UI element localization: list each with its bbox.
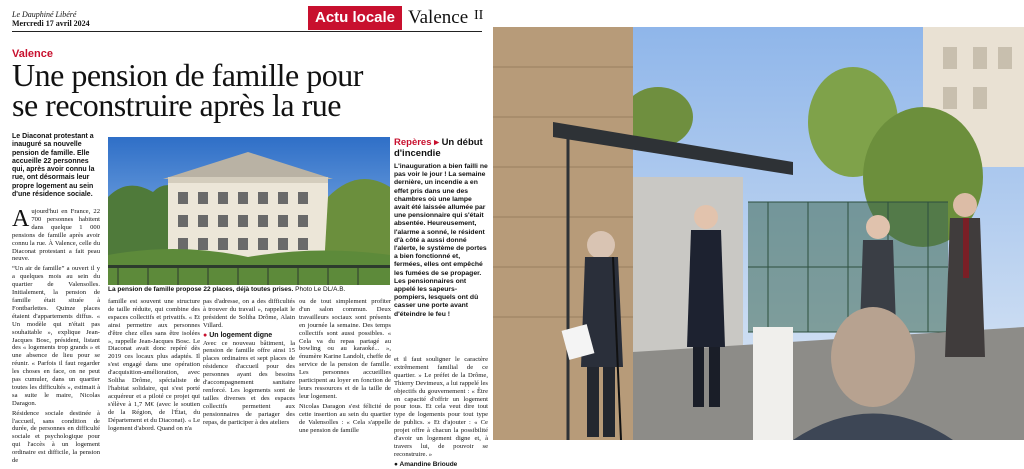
section-rubric: Actu locale (308, 6, 402, 30)
caption-text: La pension de famille propose 22 places, déjà toutes prises. (108, 286, 294, 293)
publication-date: Mercredi 17 avril 2024 (12, 19, 90, 28)
col1-paragraph-1: ujourd'hui en France, 22 700 personnes habitent dans quelque 1 000 pensions de famille après avoir connu la rue. À Valence, celle du Diaconat protestant a fait peau neuve. (12, 208, 100, 263)
article-author (394, 461, 488, 469)
article-kicker: Valence (12, 48, 53, 60)
col5-paragraph-1: et il faut souligner le caractère extrêmement familial de ce quartier. » Le préfet de la Drôme, Thierry Devimeux, a lui rappelé les objectifs du gouvernement : « Être en capacité d'offrir un logement pour tous. Et cela veut dire tout type de logements pour tout type de publics. » Et d'ajouter : « Ce projet offre à chacun la possibilité d'avoir un logement digne et, à travers lui, de pouvoir se reconstruire. » (394, 356, 488, 458)
article-column-3 (203, 298, 295, 438)
col4-paragraph-2: Nicolas Daragon s'est félicité de cette insertion au sein du quartier de Valensolles : « Cela s'appelle une pension de famille (299, 402, 391, 434)
publication-name: Le Dauphiné Libéré (12, 10, 77, 19)
reperes-title (394, 137, 488, 159)
article-column-5 (394, 356, 488, 468)
col1-paragraph-2: “Un air de famille” a ouvert il y a quelques mois au sein du quartier de Valensolles. Initialement, la pension de famille était située à Fontbarlettes. Quinze places étaient d'appartements diffus. « Un modèle qui n'était pas souhaitable », explique Jean-Jacques Bosc, président, listant des « logements trop grands » et une absence de lieu pour se réunir. « Parfois il faut regarder les choses en face, on ne peut pas cumuler, dans un quartier toutes les difficultés », estimait à sa suite le maire, Nicolas Daragon. (12, 265, 100, 407)
masthead-rule (12, 31, 482, 32)
masthead (12, 10, 90, 28)
subhead-text: Un logement digne (209, 331, 273, 339)
inauguration-photo (493, 27, 1024, 440)
article-headline (12, 57, 482, 123)
author-name: Amandine Brioude (399, 460, 458, 468)
building-photo-illustration (108, 137, 390, 285)
article-column-2 (108, 298, 200, 438)
photo-credit: Photo Le DL/A.B. (295, 286, 346, 293)
article-column-1 (12, 206, 100, 465)
col4-paragraph-1: ou de tout simplement profiter d'un salon commun. Deux travailleurs sociaux sont présents en journée la semaine. Des temps collectifs sont aussi possibles. « Cela va du repas partagé au bowling ou au karaoké... », énumère Karine Landolt, cheffe de service de la pension de famille. Les personnes accueillies participent au loyer en fonction de leurs ressources et de la taille de leur logement. (299, 298, 391, 400)
section-city: Valence (408, 7, 469, 28)
article-chapo: Le Diaconat protestant a inauguré sa nouvelle pension de famille. Elle accueille 22 personnes qui, après avoir connu la rue, ont désormais leur propre logement au sein d'une résidence sociale. (12, 133, 95, 199)
col3-paragraph-2: Avec ce nouveau bâtiment, la pension de famille offre ainsi 15 places ordinaires et sept places de résidence d'accueil pour des personnes ayant des besoins d'accompagnement sanitaire renforcé. Les logements sont de tailles diverses et des espaces collectifs permettent aux pensionnaires de partager des repas, de participer à des ateliers (203, 339, 295, 426)
building-photo (108, 137, 390, 285)
col1-paragraph-3: Résidence sociale destinée à l'accueil, sans condition de durée, de personnes en difficulté sociale et psychologique pour qui l'accès à un logement ordinaire est difficile, la pension de (12, 409, 100, 465)
article-column-4 (299, 298, 391, 438)
bullet-icon: ● (203, 331, 210, 339)
photo-caption (108, 286, 390, 294)
subhead (203, 332, 295, 340)
reperes-heading: Un début d'incendie (394, 137, 483, 159)
reperes-box (394, 137, 488, 319)
col2-paragraph-1: famille est souvent une structure de taille réduite, qui combine des espaces collectifs et privatifs. « Et ainsi permettre aux personnes d'être chez elles sans être isolées », rappelle Jean-Jacques Bosc. Le Diaconat avait donc repéré dès 2019 ces locaux plus adaptés. Il s'est engagé dans une opération d'acquisition-amélioration, avec Soliha Drôme, spécialiste de l'habitat solidaire, qui s'est porté acquéreur et a piloté ce projet qui s'élève à 1,7 M€ (avec le soutien de la Région, de l'État, du Département et du Diaconat). « Le logement d'abord. Quand on n'a (108, 298, 200, 432)
reperes-label: Repères (394, 137, 432, 148)
dropcap: A (12, 206, 30, 232)
page-number: II (474, 8, 484, 23)
headline-line-1: Une pension de famille pour (12, 57, 363, 93)
headline-line-2: se reconstruire après la rue (12, 87, 341, 123)
author-bullet-icon: ● (394, 460, 400, 468)
col3-paragraph-1: pas d'adresse, on a des difficultés à trouver du travail », rappelait le président de Soliha Drôme, Alain Villard. (203, 298, 295, 329)
inauguration-photo-illustration (493, 27, 1024, 440)
reperes-body: L'inauguration a bien failli ne pas voir le jour ! La semaine dernière, un incendie a en effet pris dans une des chambres où une lampe avait été laissée allumée par une pensionnaire qui s'était absentée. Heureusement, l'alarme a sonné, le résident d'à côté a aussi donné l'alerte, le système de portes a bien fonctionné et, fermées, elles ont empêché les fumées de se propager. Les pensionnaires ont appelé les sapeurs-pompiers, lesquels ont dû casser une porte avant d'éteindre le feu ! (394, 163, 488, 318)
arrow-icon: ▸ (431, 137, 442, 148)
